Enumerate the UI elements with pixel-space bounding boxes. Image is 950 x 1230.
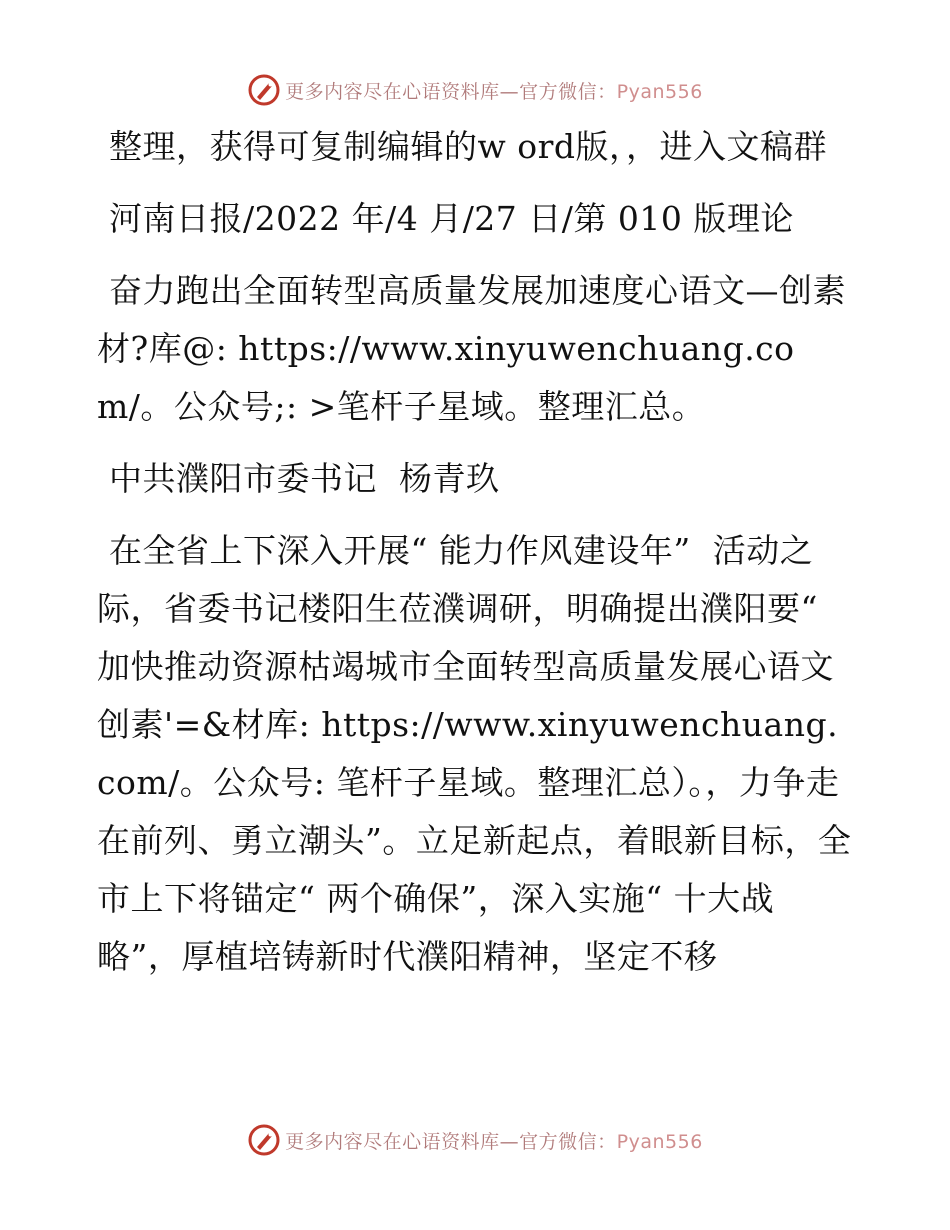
paragraph-author-text: 中共濮阳市委书记 杨青玖 [109,459,500,498]
paragraph-body [97,522,857,986]
pen-nib-circle-icon [247,73,281,107]
document-body [97,118,857,1000]
header-banner [0,70,950,110]
header-banner-text [285,77,703,104]
header-banner-handle: Pyan556 [616,80,703,103]
paragraph-author [97,450,857,508]
footer-banner [0,1120,950,1160]
paragraph-title [97,262,857,436]
paragraph-title-text: 奋力跑出全面转型高质量发展加速度心语文—创素材?库@: https://www.xinyuwenchuang.com/。公众号;: >笔杆子星域。整理汇总。 [97,271,846,426]
paragraph-intro [97,118,857,176]
paragraph-source [97,190,857,248]
header-banner-label: 更多内容尽在心语资料库—官方微信： [285,80,617,103]
paragraph-intro-text: 整理，获得可复制编辑的w ord版，，进入文稿群 [109,127,828,166]
footer-banner-text [285,1127,703,1154]
footer-banner-label: 更多内容尽在心语资料库—官方微信： [285,1130,617,1153]
footer-banner-handle: Pyan556 [616,1130,703,1153]
pen-nib-circle-icon [247,1123,281,1157]
paragraph-source-text: 河南日报/2022 年/4 月/27 日/第 010 版理论 [109,199,794,238]
paragraph-body-text: 在全省上下深入开展“ 能力作风建设年” 活动之际，省委书记楼阳生莅濮调研，明确提出濮阳要“ 加快推动资源枯竭城市全面转型高质量发展心语文创素'=&材库: https://www.xinyuwenchuang.com/。公众号: 笔杆子星域。整理汇总）。，力争走在前列、勇立潮头”。立足新起点，着眼新目标，全市上下将锚定“ 两个确保”，深入实施“ 十大战略”，厚植培铸新时代濮阳精神，坚定不移 [97,531,852,976]
